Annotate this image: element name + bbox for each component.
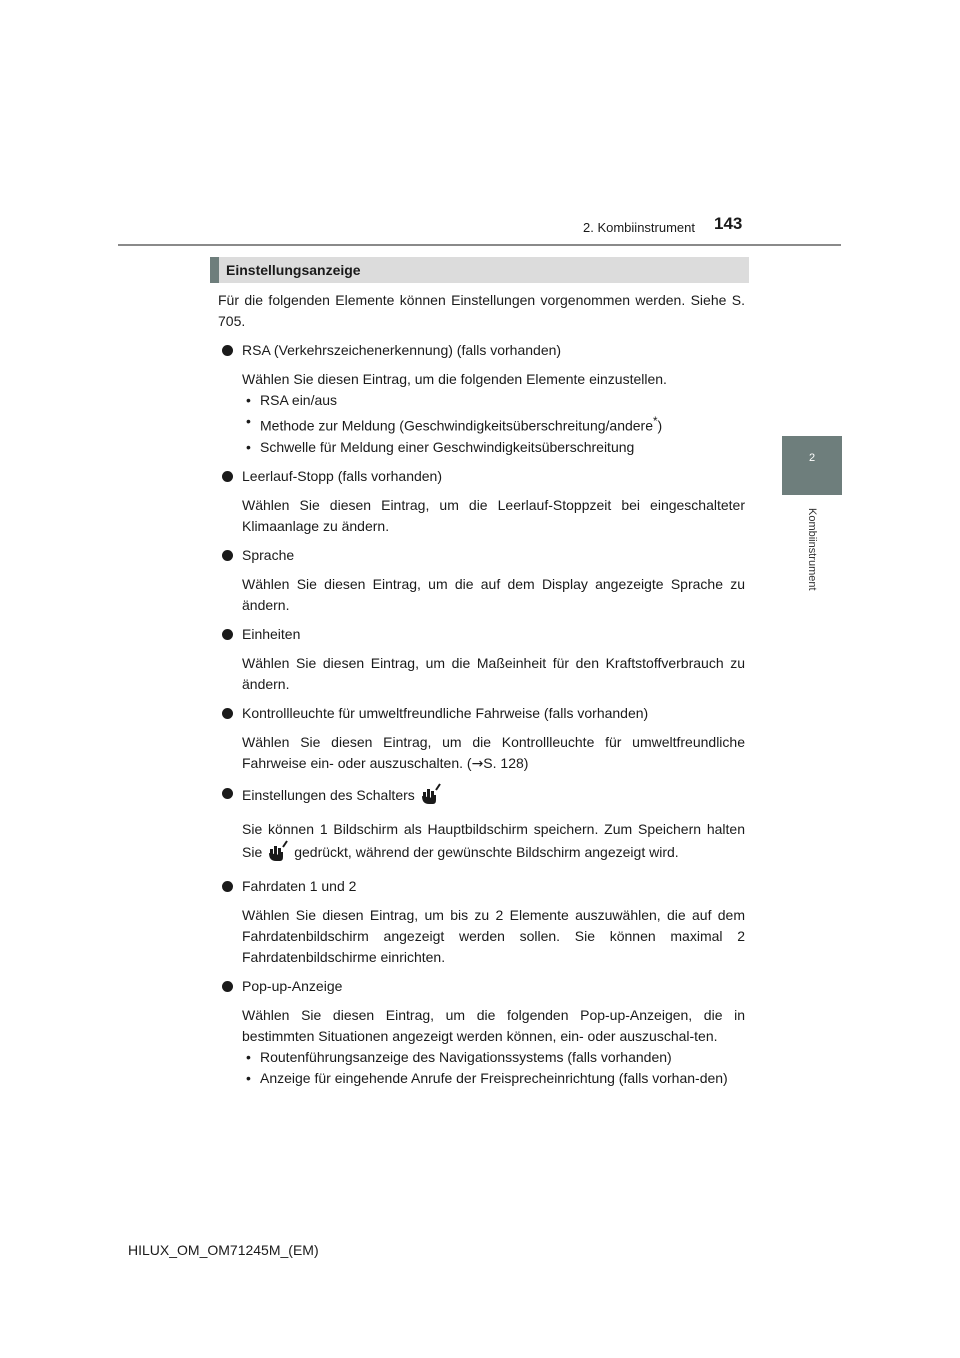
item-title: Fahrdaten 1 und 2 [242, 877, 357, 894]
footnote-mark: * [653, 415, 658, 428]
bullet-icon [222, 629, 233, 640]
list-item-switch-settings [218, 783, 745, 868]
page-reference: S. 128) [483, 754, 529, 771]
sub-list-item: • Anzeige für eingehende Anrufe der Freisprecheinrichtung (falls vorhan-den) [242, 1068, 745, 1089]
section-intro: Für die folgenden Elemente können Einstellungen vorgenommen werden. Siehe S. 705. [218, 292, 745, 329]
list-item-units [218, 624, 745, 695]
item-title: RSA (Verkehrszeichenerkennung) (falls vorhanden) [242, 342, 562, 358]
item-title: Leerlauf-Stopp (falls vorhanden) [242, 467, 443, 484]
item-title: Kontrollleuchte für umweltfreundliche Fahrweise (falls vorhanden) [242, 704, 649, 721]
document-code: HILUX_OM_OM71245M_(EM) [128, 1242, 319, 1258]
list-item-eco-indicator [218, 703, 745, 775]
item-title: Pop-up-Anzeige [242, 977, 343, 994]
list-item-idle-stop [218, 466, 745, 537]
list-item-trip-data [218, 876, 745, 968]
sub-list-item: • Routenführungsanzeige des Navigationssystems (falls vorhanden) [242, 1047, 745, 1068]
item-title: Einstellungen des Schalters [242, 786, 415, 803]
running-header-section: 2. Kombiinstrument [583, 220, 695, 235]
list-item-popup [218, 976, 745, 1089]
item-description: Wählen Sie diesen Eintrag, um bis zu 2 Elemente auszuwählen, die auf dem Fahrdatenbildschirm angezeigt werden sollen. Sie können maximal 2 Fahrdatenbildschirme einrichten. [242, 906, 745, 965]
bullet-icon [222, 981, 233, 992]
list-item-rsa [218, 340, 745, 458]
sub-list [218, 1047, 745, 1089]
chapter-tab [782, 436, 842, 495]
item-description: Wählen Sie diesen Eintrag, um die folgenden Elemente einzustellen. [242, 371, 667, 387]
arrow-right-icon: → [471, 755, 484, 772]
page-number: 143 [714, 214, 743, 233]
chapter-tab-title: Kombiinstrument [806, 508, 818, 591]
header-divider [118, 244, 841, 246]
bullet-icon [222, 345, 233, 356]
item-description: Wählen Sie diesen Eintrag, um die auf dem Display angezeigte Sprache zu ändern. [242, 575, 745, 613]
sub-list [218, 390, 745, 458]
item-description: Wählen Sie diesen Eintrag, um die Leerlauf-Stoppzeit bei eingeschalteter Klimaanlage zu ändern. [242, 496, 745, 534]
sub-list-item: • Methode zur Meldung (Geschwindigkeitsüberschreitung/andere*) [242, 411, 745, 437]
item-description: Wählen Sie diesen Eintrag, um die Kontrollleuchte für umweltfreundliche Fahrweise ein- oder auszuschalten. (→S. 128) [242, 733, 745, 772]
sub-list-item: • RSA ein/aus [242, 390, 745, 411]
bullet-icon [222, 471, 233, 482]
bullet-icon [222, 708, 233, 719]
item-title: Einheiten [242, 625, 301, 642]
switch-press-icon [421, 783, 441, 811]
list-item-language [218, 545, 745, 616]
item-description: Wählen Sie diesen Eintrag, um die folgenden Pop-up-Anzeigen, die in bestimmten Situationen angezeigt werden können, ein- oder auszuschal-ten. [242, 1006, 745, 1044]
bullet-icon [222, 788, 233, 799]
bullet-icon [222, 550, 233, 561]
section-title: Einstellungsanzeige [226, 262, 361, 278]
bullet-icon [222, 881, 233, 892]
section-content [218, 290, 745, 1089]
item-title: Sprache [242, 546, 295, 563]
item-description: Sie können 1 Bildschirm als Hauptbildschirm speichern. Zum Speichern halten Sie gedrückt, während der gewünschte Bildschirm angezeigt wird. [218, 819, 745, 868]
chapter-tab-number: 2 [808, 452, 816, 464]
item-description: Wählen Sie diesen Eintrag, um die Maßeinheit für den Kraftstoffverbrauch zu ändern. [242, 654, 745, 692]
sub-list-item: • Schwelle für Meldung einer Geschwindigkeitsüberschreitung [242, 437, 745, 458]
switch-press-icon [268, 840, 288, 868]
